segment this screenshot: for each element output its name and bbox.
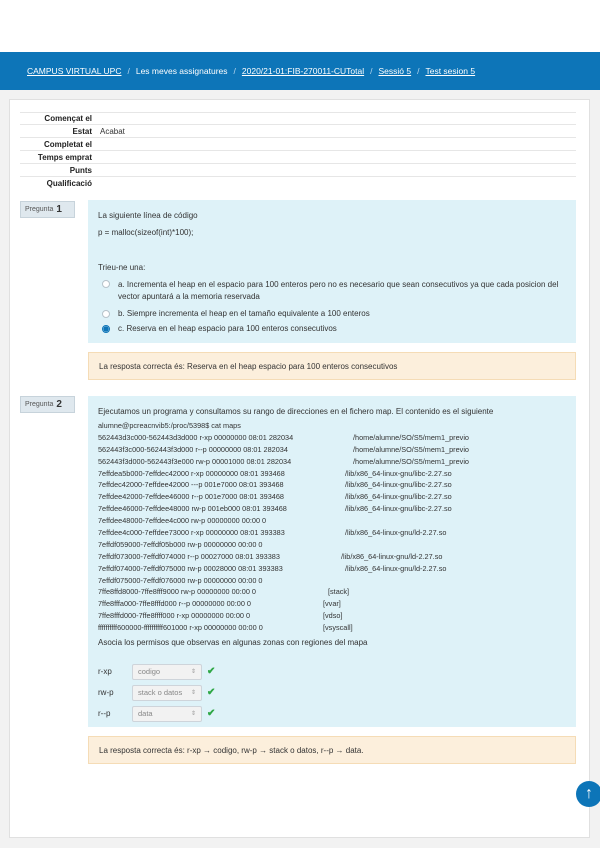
- check-icon: ✔: [207, 666, 216, 678]
- maps-path: [vdso]: [323, 611, 343, 621]
- question-1-code: p = malloc(sizeof(int)*100);: [98, 228, 194, 237]
- maps-line: [98, 622, 566, 634]
- maps-line: [98, 468, 566, 480]
- maps-path: /home/alumne/SO/S5/mem1_previo: [353, 432, 469, 442]
- summary-row-started: [20, 112, 576, 125]
- maps-line: [98, 551, 566, 563]
- option-b[interactable]: [98, 309, 566, 318]
- question-1-feedback: [88, 352, 576, 380]
- summary-label: Qualificació: [46, 179, 92, 188]
- match-label: rw-p: [98, 688, 114, 698]
- maps-path: /lib/x86_64-linux-gnu/libc-2.27.so: [345, 468, 452, 478]
- question-2-content: [88, 396, 576, 727]
- breadcrumb-test[interactable]: Test sesion 5: [425, 66, 476, 76]
- maps-range: 7effdea5b000-7effdec42000 r-xp 00000000 08:01 393468: [98, 468, 285, 478]
- summary-label: Completat el: [43, 139, 92, 149]
- top-header: [0, 0, 600, 52]
- maps-range: 7ffe8ffd8000-7ffe8fff9000 rw-p 00000000 00:00 0: [98, 587, 256, 597]
- maps-line: [98, 456, 566, 468]
- maps-path: /lib/x86_64-linux-gnu/libc-2.27.so: [345, 492, 452, 502]
- breadcrumb-campus[interactable]: CAMPUS VIRTUAL UPC: [27, 66, 122, 76]
- maps-line: [98, 503, 566, 515]
- maps-path: [stack]: [328, 587, 350, 597]
- attempt-summary-table: [20, 112, 576, 190]
- question-2-feedback: [88, 736, 576, 764]
- correct-answer-text: La resposta correcta és: r-xp → codigo, rw-p → stack o datos, r--p → data.: [99, 745, 364, 755]
- maps-path: [vvar]: [323, 599, 341, 609]
- breadcrumb-separator: /: [370, 66, 373, 76]
- breadcrumb-separator: /: [127, 66, 130, 76]
- maps-line: [98, 491, 566, 503]
- summary-row-time: [20, 151, 576, 164]
- maps-line: [98, 563, 566, 575]
- option-c[interactable]: [98, 324, 566, 333]
- question-1-text: La siguiente línea de código: [98, 211, 198, 220]
- match-label: r--p: [98, 709, 111, 719]
- maps-range: 562443d3c000-562443d3d000 r-xp 00000000 08:01 282034: [98, 432, 294, 442]
- maps-range: ffffffffff600000-ffffffffff601000 r-xp 00000000 00:00 0: [98, 623, 263, 633]
- summary-label: Estat: [72, 126, 92, 136]
- maps-line: [98, 444, 566, 456]
- radio-option-b[interactable]: [102, 310, 110, 318]
- arrow-up-circle-icon[interactable]: ↑: [576, 781, 600, 807]
- match-select-rxp[interactable]: [132, 664, 202, 680]
- breadcrumb-separator: /: [417, 66, 420, 76]
- select-arrows-icon: ⇕: [190, 690, 196, 697]
- answer-prompt: Trieu-ne una:: [98, 263, 146, 272]
- maps-range: 7effdec42000-7effdee42000 ---p 001e7000 08:01 393468: [98, 480, 284, 490]
- maps-range: 7ffe8fffa000-7ffe8fffd000 r--p 00000000 00:00 0: [98, 599, 251, 609]
- breadcrumb-course[interactable]: 2020/21-01:FIB-270011-CUTotal: [241, 66, 365, 76]
- match-label: r-xp: [98, 667, 112, 677]
- maps-range: 7effdee4c000-7effdee73000 r-xp 00000000 08:01 393383: [98, 528, 285, 538]
- option-a[interactable]: [98, 279, 566, 303]
- option-a-label: a. Incrementa el heap en el espacio para 100 enteros pero no es necesario que sean consecutivos ya que cada posicion del vector apuntará a la memoria reservada: [118, 280, 559, 301]
- radio-option-a[interactable]: [102, 280, 110, 288]
- question-1-info: [20, 201, 75, 218]
- match-row-rp: [98, 703, 566, 724]
- maps-range: 562443f3c000-562443f3d000 r--p 00000000 08:01 282034: [98, 444, 288, 454]
- check-icon: ✔: [207, 708, 216, 720]
- question-label: Pregunta: [25, 206, 54, 213]
- question-number: 2: [56, 399, 62, 410]
- radio-option-c[interactable]: [102, 325, 110, 333]
- select-value: stack o datos: [138, 688, 183, 698]
- maps-command: alumne@pcreacnvib5:/proc/5398$ cat maps: [98, 421, 241, 430]
- breadcrumb-separator: /: [233, 66, 236, 76]
- correct-answer-text: La resposta correcta és: Reserva en el heap espacio para 100 enteros consecutivos: [99, 361, 398, 371]
- maps-path: /lib/x86_64-linux-gnu/libc-2.27.so: [345, 480, 452, 490]
- summary-label: Començat el: [44, 114, 92, 123]
- maps-line: [98, 432, 566, 444]
- maps-range: 7effdee42000-7effdee46000 r--p 001e7000 08:01 393468: [98, 492, 284, 502]
- breadcrumb-my-courses[interactable]: Les meves assignatures: [135, 66, 228, 76]
- maps-range: 562443f3d000-562443f3e000 rw-p 00001000 08:01 282034: [98, 456, 292, 466]
- maps-line: [98, 598, 566, 610]
- maps-range: 7effdee46000-7effdee48000 rw-p 001eb000 08:01 393468: [98, 504, 287, 514]
- match-row-rwp: [98, 682, 566, 703]
- match-select-rp[interactable]: [132, 706, 202, 722]
- maps-path: /lib/x86_64-linux-gnu/ld-2.27.so: [345, 563, 447, 573]
- maps-range: 7effdf073000-7effdf074000 r--p 00027000 08:01 393383: [98, 551, 280, 561]
- maps-range: 7effdf059000-7effdf05b000 rw-p 00000000 00:00 0: [98, 539, 263, 549]
- maps-path: /lib/x86_64-linux-gnu/ld-2.27.so: [345, 528, 447, 538]
- maps-path: /lib/x86_64-linux-gnu/libc-2.27.so: [345, 504, 452, 514]
- maps-range: 7ffe8fffd000-7ffe8ffff000 r-xp 00000000 00:00 0: [98, 611, 251, 621]
- breadcrumb-session[interactable]: Sessió 5: [378, 66, 412, 76]
- select-value: data: [138, 709, 153, 719]
- match-select-rwp[interactable]: [132, 685, 202, 701]
- associate-prompt: Asocia los permisos que observas en algunas zonas con regiones del mapa: [98, 638, 368, 648]
- maps-line: [98, 539, 566, 551]
- maps-range: 7effdee48000-7effdee4c000 rw-p 00000000 00:00 0: [98, 516, 267, 526]
- question-number: 1: [56, 204, 62, 215]
- summary-value: Acabat: [100, 126, 125, 136]
- question-2-info: [20, 396, 75, 413]
- maps-line: [98, 610, 566, 622]
- option-b-label: b. Siempre incrementa el heap en el tamaño equivalente a 100 enteros: [118, 309, 370, 318]
- maps-path: /home/alumne/SO/S5/mem1_previo: [353, 444, 469, 454]
- summary-label: Temps emprat: [37, 152, 92, 162]
- summary-row-points: [20, 164, 576, 177]
- maps-listing: [98, 432, 566, 634]
- maps-line: [98, 586, 566, 598]
- maps-path: /home/alumne/SO/S5/mem1_previo: [353, 456, 469, 466]
- maps-range: 7effdf074000-7effdf075000 rw-p 00028000 08:01 393383: [98, 563, 283, 573]
- maps-path: [vsyscall]: [323, 623, 353, 633]
- match-row-rxp: [98, 661, 566, 682]
- summary-label: Punts: [69, 165, 92, 175]
- option-c-label: c. Reserva en el heap espacio para 100 enteros consecutivos: [118, 324, 337, 333]
- maps-range: 7effdf075000-7effdf076000 rw-p 00000000 00:00 0: [98, 575, 263, 585]
- question-label: Pregunta: [25, 401, 54, 408]
- summary-row-grade: [20, 177, 576, 190]
- question-1-content: [88, 200, 576, 343]
- summary-row-completed: [20, 138, 576, 151]
- maps-line: [98, 527, 566, 539]
- summary-row-state: [20, 125, 576, 138]
- select-arrows-icon: ⇕: [190, 711, 196, 718]
- select-value: codigo: [138, 667, 161, 677]
- maps-line: [98, 515, 566, 527]
- question-2-text: Ejecutamos un programa y consultamos su rango de direcciones en el fichero map. El contenido es el siguiente: [98, 407, 494, 416]
- maps-path: /lib/x86_64-linux-gnu/ld-2.27.so: [341, 551, 443, 561]
- check-icon: ✔: [207, 687, 216, 699]
- select-arrows-icon: ⇕: [190, 669, 196, 676]
- maps-line: [98, 479, 566, 491]
- breadcrumb: [0, 52, 600, 90]
- maps-line: [98, 575, 566, 587]
